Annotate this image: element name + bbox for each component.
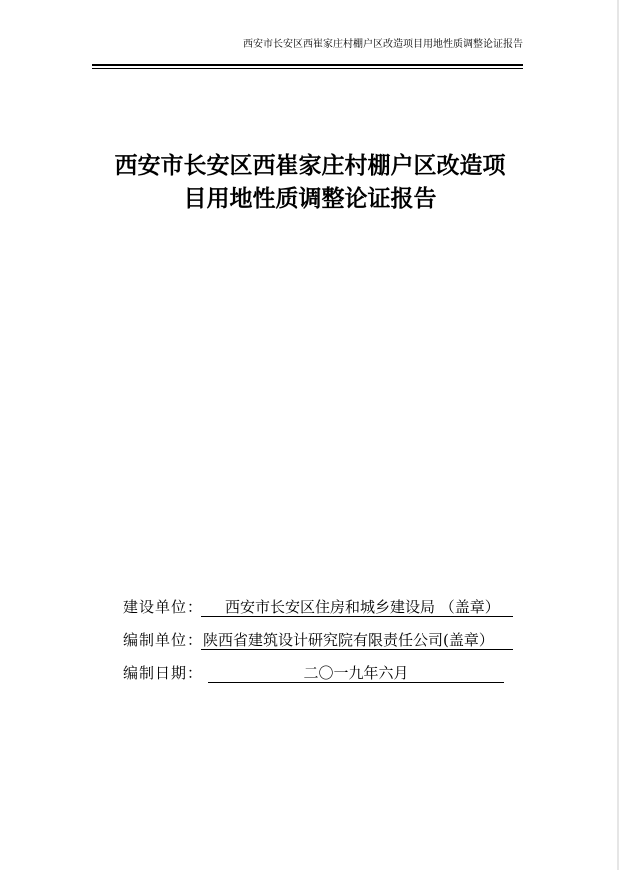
document-title-line-1: 西安市长安区西崔家庄村棚户区改造项 bbox=[114, 153, 506, 179]
construction-unit-label: 建设单位： bbox=[123, 598, 204, 616]
construction-unit-value: 西安市长安区住房和城乡建设局 （盖章） bbox=[225, 598, 500, 616]
compiling-unit-field bbox=[201, 629, 513, 650]
header-rule-thin bbox=[92, 68, 523, 69]
document-title bbox=[60, 150, 560, 216]
compiling-date-label: 编制日期： bbox=[123, 664, 204, 682]
running-header: 西安市长安区西崔家庄村棚户区改造项目用地性质调整论证报告 bbox=[243, 39, 523, 50]
document-title-line-2: 目用地性质调整论证报告 bbox=[183, 186, 437, 212]
header-rule-thick bbox=[92, 64, 523, 66]
compiling-unit-value: 陕西省建筑设计研究院有限责任公司(盖章） bbox=[203, 631, 494, 649]
construction-unit-field bbox=[201, 596, 513, 617]
compiling-date-value: 二〇一九年六月 bbox=[208, 662, 504, 683]
compiling-unit-label: 编制单位： bbox=[123, 631, 204, 649]
